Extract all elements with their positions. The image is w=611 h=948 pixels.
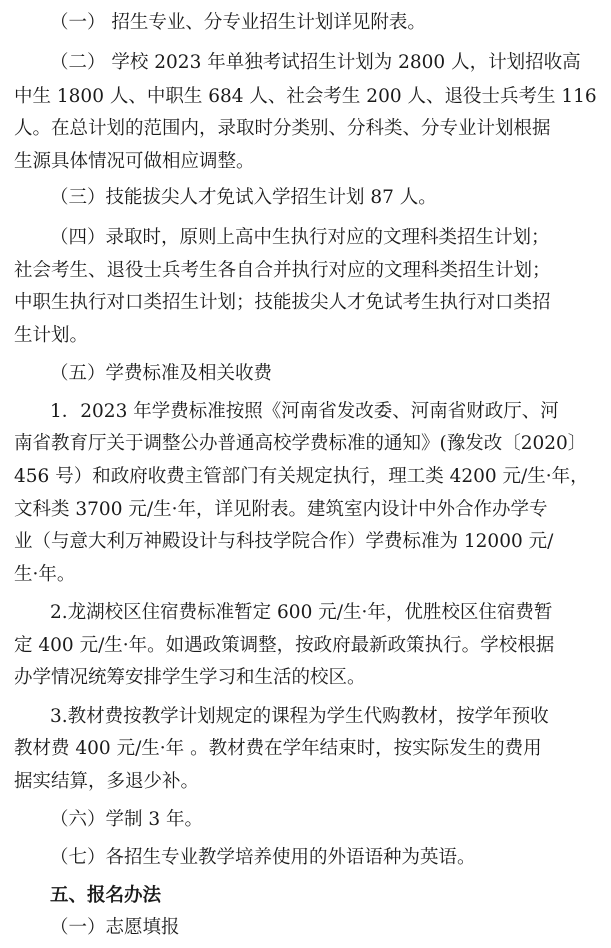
text-line: （一）志愿填报	[50, 917, 180, 938]
text-line: 生源具体情况可做相应调整。	[14, 151, 255, 172]
section-heading: 五、报名办法	[50, 885, 162, 906]
text-line: （四）录取时，原则上高中生执行对应的文理科类招生计划；	[50, 227, 550, 248]
text-line: 2.龙湖校区住宿费标准暂定 600 元/生·年，优胜校区住宿费暂	[50, 602, 553, 623]
text-line: 生计划。	[14, 325, 89, 346]
text-line: （二） 学校 2023 年单独考试招生计划为 2800 人，计划招收高	[50, 52, 581, 73]
text-line: 3.教材费按教学计划规定的课程为学生代购教材，按学年预收	[50, 706, 549, 727]
text-line: （五）学费标准及相关收费	[50, 363, 273, 384]
text-line: 社会考生、退役士兵考生各自合并执行对应的文理科类招生计划；	[14, 260, 551, 281]
text-line: 教材费 400 元/生·年 。教材费在学年结束时，按实际发生的费用	[14, 738, 542, 759]
text-line: 人。在总计划的范围内，录取时分类别、分科类、分专业计划根据	[14, 118, 551, 139]
text-line: 办学情况统筹安排学生学习和生活的校区。	[14, 667, 366, 688]
text-line: 中职生执行对口类招生计划；技能拔尖人才免试考生执行对口类招	[14, 292, 551, 313]
text-line: 定 400 元/生·年。如遇政策调整，按政府最新政策执行。学校根据	[14, 635, 555, 656]
text-line: 456 号）和政府收费主管部门有关规定执行，理工类 4200 元/生·年，	[14, 466, 589, 487]
text-line: 1．2023 年学费标准按照《河南省发改委、河南省财政厅、河	[50, 401, 559, 422]
text-line: 业（与意大利万神殿设计与科技学院合作）学费标准为 12000 元/	[14, 531, 554, 552]
text-line: （六）学制 3 年。	[50, 809, 204, 830]
text-line: （三）技能拔尖人才免试入学招生计划 87 人。	[50, 187, 437, 208]
text-line: 中生 1800 人、中职生 684 人、社会考生 200 人、退役士兵考生 116	[14, 86, 597, 107]
text-line: （一） 招生专业、分专业招生计划详见附表。	[50, 12, 426, 33]
text-line: 南省教育厅关于调整公办普通高校学费标准的通知》(豫发改〔2020〕	[14, 433, 587, 454]
text-line: （七）各招生专业教学培养使用的外语语种为英语。	[50, 847, 476, 868]
text-line: 文科类 3700 元/生·年，详见附表。建筑室内设计中外合作办学专	[14, 499, 548, 520]
text-line: 据实结算，多退少补。	[14, 771, 200, 792]
text-line: 生·年。	[14, 564, 76, 585]
